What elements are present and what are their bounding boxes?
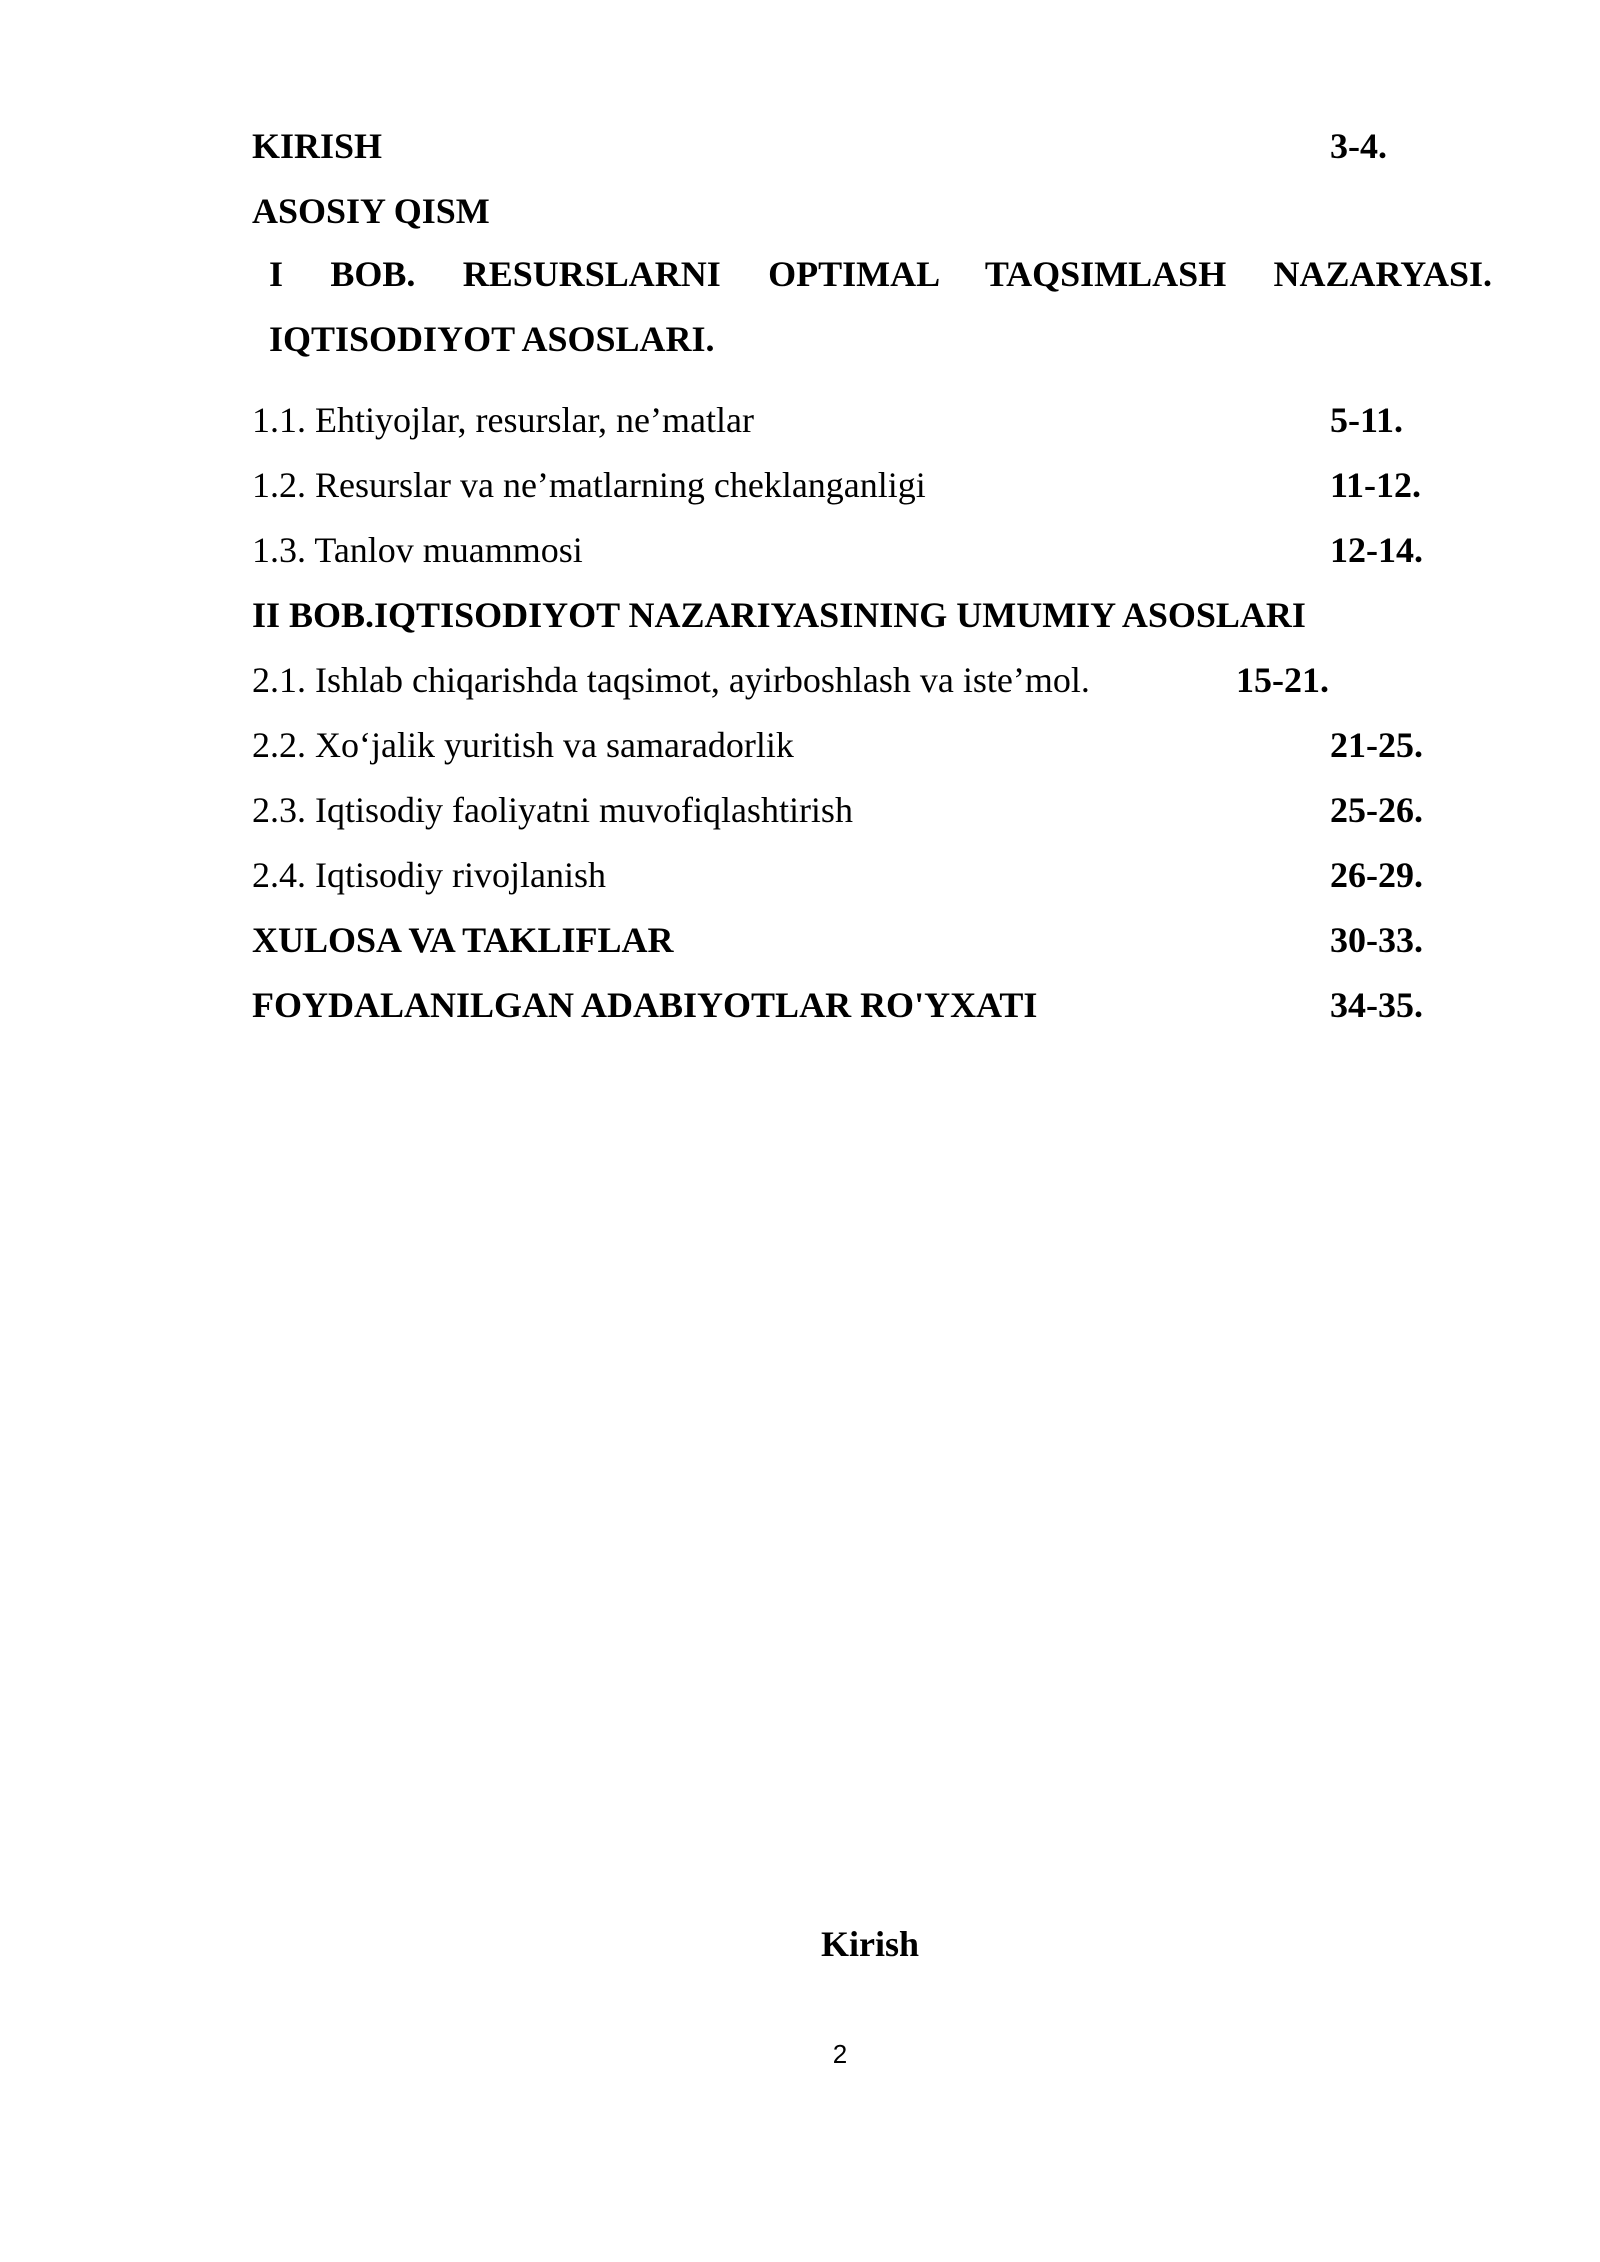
toc-entry-title: 2.1. Ishlab chiqarishda taqsimot, ayirboshlash va iste’mol.: [252, 660, 1090, 700]
toc-entry-pages: 12-14.: [1330, 530, 1423, 570]
toc-entry-1-2: [252, 451, 1492, 516]
toc-entry-title: 2.3. Iqtisodiy faoliyatni muvofiqlashtirish: [252, 790, 853, 830]
toc-entry-title: 1.1. Ehtiyojlar, resurslar, ne’matlar: [252, 400, 754, 440]
toc-entry-title: XULOSA VA TAKLIFLAR: [252, 920, 674, 960]
section-heading-kirish: Kirish: [820, 1924, 919, 1964]
toc-entry-2-2: [252, 711, 1492, 776]
toc-entry-kirish: [252, 112, 1492, 177]
toc-entry-title: KIRISH: [252, 126, 383, 166]
toc-entry-1-3: [252, 516, 1492, 581]
toc-entry-pages: 26-29.: [1330, 855, 1423, 895]
toc-entry-adabiyotlar: [252, 971, 1492, 1036]
chapter-1-title-line-2: IQTISODIYOT ASOSLARI.: [269, 319, 715, 359]
toc-entry-title: ASOSIY QISM: [252, 191, 490, 231]
toc-entry-2-1: [252, 646, 1492, 711]
toc-entry-pages: 3-4.: [1330, 126, 1387, 166]
toc-entry-pages: 5-11.: [1330, 400, 1404, 440]
toc-entry-xulosa: [252, 906, 1492, 971]
toc-entry-1-1: [252, 386, 1492, 451]
toc-entry-pages: 21-25.: [1330, 725, 1423, 765]
toc-entry-title: 2.4. Iqtisodiy rivojlanish: [252, 855, 606, 895]
toc-entry-title: 1.3. Tanlov muammosi: [252, 530, 583, 570]
toc-entry-title: FOYDALANILGAN ADABIYOTLAR RO'YXATI: [252, 985, 1038, 1025]
toc-entry-pages: 15-21.: [1236, 660, 1329, 700]
toc-chapter-1-heading: [252, 242, 1492, 372]
chapter-1-title-line-1: I BOB. RESURSLARNI OPTIMAL TAQSIMLASH NAZARYASI.: [269, 254, 1492, 294]
toc-entry-pages: 34-35.: [1330, 985, 1423, 1025]
table-of-contents: [252, 112, 1492, 1036]
toc-entry-pages: 25-26.: [1330, 790, 1423, 830]
toc-entry-asosiy-qism: [252, 177, 1492, 242]
toc-entry-title: 1.2. Resurslar va ne’matlarning cheklanganligi: [252, 465, 926, 505]
page-number: 2: [832, 2039, 848, 2069]
toc-entry-pages: 30-33.: [1330, 920, 1423, 960]
toc-entry-2-3: [252, 776, 1492, 841]
toc-entry-2-4: [252, 841, 1492, 906]
toc-entry-title: 2.2. Xo‘jalik yuritish va samaradorlik: [252, 725, 794, 765]
toc-entry-title: II BOB.IQTISODIYOT NAZARIYASINING UMUMIY ASOSLARI: [252, 595, 1306, 635]
toc-chapter-2-heading: [252, 581, 1492, 646]
toc-entry-pages: 11-12.: [1330, 465, 1422, 505]
